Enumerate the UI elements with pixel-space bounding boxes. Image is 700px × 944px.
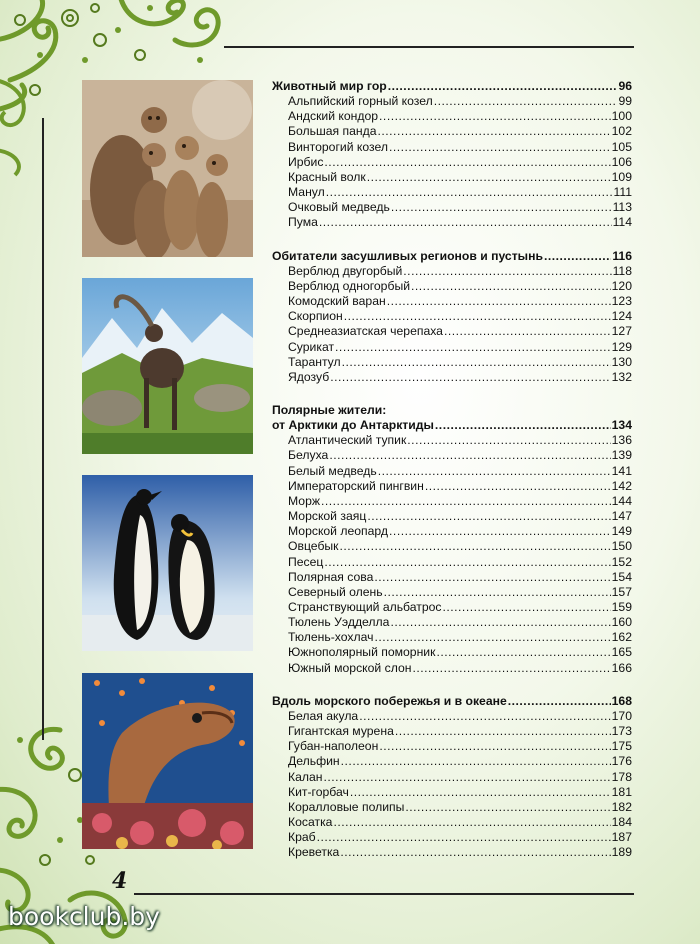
toc-entry-page: 176 bbox=[611, 754, 632, 769]
toc-entry-title: Южный морской слон bbox=[288, 660, 412, 675]
ibex-photo bbox=[82, 278, 253, 454]
toc-entry-page: 96 bbox=[618, 79, 632, 93]
moray-eel-photo bbox=[82, 673, 253, 849]
toc-entry-page: 147 bbox=[611, 509, 632, 524]
toc-section bbox=[272, 79, 632, 231]
dot-leader bbox=[321, 494, 611, 509]
toc-entry bbox=[272, 448, 632, 463]
toc-entry-title: Животный мир гор bbox=[272, 79, 387, 93]
toc-entry-page: 106 bbox=[611, 154, 632, 169]
dot-leader bbox=[395, 724, 611, 739]
toc-entry-title: Северный олень bbox=[288, 584, 383, 599]
toc-entry bbox=[272, 355, 632, 370]
penguins-photo bbox=[82, 475, 253, 651]
dot-leader bbox=[335, 340, 611, 355]
toc-entry bbox=[272, 215, 632, 230]
top-rule bbox=[224, 46, 634, 48]
toc-entry-page: 168 bbox=[611, 693, 632, 708]
toc-entry-page: 150 bbox=[611, 539, 632, 554]
toc-entry-title: Ирбис bbox=[288, 154, 324, 169]
toc-entry-title: Белуха bbox=[288, 448, 329, 463]
toc-entry bbox=[272, 509, 632, 524]
toc-entry-title: Овцебык bbox=[288, 539, 339, 554]
toc-entry bbox=[272, 754, 632, 769]
toc-entry-title: от Арктики до Антарктиды bbox=[272, 418, 434, 433]
toc-entry-page: 136 bbox=[611, 433, 632, 448]
dot-leader bbox=[374, 630, 610, 645]
toc-entry-page: 105 bbox=[611, 139, 632, 154]
dot-leader bbox=[378, 124, 611, 139]
toc-entry-page: 173 bbox=[611, 724, 632, 739]
dot-leader bbox=[389, 524, 611, 539]
toc-entry bbox=[272, 524, 632, 539]
toc-entry bbox=[272, 294, 632, 309]
toc-section bbox=[272, 249, 632, 385]
toc-entry-title: Морской заяц bbox=[288, 509, 367, 524]
toc-entry-title: Верблюд двугорбый bbox=[288, 263, 403, 278]
toc-entry bbox=[272, 170, 632, 185]
dot-leader bbox=[367, 509, 610, 524]
dot-leader bbox=[344, 309, 611, 324]
toc-entry bbox=[272, 109, 632, 124]
toc-entry-title: Винторогий козел bbox=[288, 139, 388, 154]
dot-leader bbox=[435, 418, 611, 433]
toc-entry-title: Тюлень Уэдделла bbox=[288, 615, 390, 630]
toc-entry-page: 157 bbox=[611, 584, 632, 599]
toc-entry-page: 109 bbox=[611, 169, 632, 184]
toc-section-heading bbox=[272, 79, 632, 94]
toc-section-heading bbox=[272, 249, 632, 264]
toc-entry-title: Кит-горбач bbox=[288, 784, 349, 799]
toc-entry-title: Красный волк bbox=[288, 169, 366, 184]
toc-entry-page: 124 bbox=[611, 309, 632, 324]
dot-leader bbox=[544, 249, 611, 264]
toc-entry-title: Атлантический тупик bbox=[288, 433, 407, 448]
toc-entry-title: Морской леопард bbox=[288, 524, 389, 539]
dot-leader bbox=[340, 845, 610, 860]
dot-leader bbox=[341, 754, 611, 769]
toc-entry-title: Странствующий альбатрос bbox=[288, 600, 442, 614]
dot-leader bbox=[444, 324, 611, 339]
toc-entry bbox=[272, 615, 632, 630]
toc-entry bbox=[272, 785, 632, 800]
dot-leader bbox=[342, 355, 611, 370]
toc-entry-title: Среднеазиатская черепаха bbox=[288, 324, 443, 339]
dot-leader bbox=[403, 264, 611, 279]
watermark: bookclub.by bbox=[8, 902, 160, 931]
toc-section-heading bbox=[272, 418, 632, 433]
dot-leader bbox=[333, 815, 610, 830]
dot-leader bbox=[329, 448, 610, 463]
toc-entry-page: 120 bbox=[611, 278, 632, 293]
dot-leader bbox=[340, 539, 611, 554]
toc-entry bbox=[272, 555, 632, 570]
toc-entry bbox=[272, 464, 632, 479]
toc-entry-page: 134 bbox=[611, 418, 632, 433]
toc-entry-page: 118 bbox=[612, 263, 632, 278]
toc-entry-title: Сурикат bbox=[288, 339, 335, 354]
toc-entry-page: 127 bbox=[611, 324, 632, 339]
toc-entry-title: Большая панда bbox=[288, 124, 377, 139]
toc-entry bbox=[272, 140, 632, 155]
toc-entry-page: 178 bbox=[611, 769, 632, 784]
dot-leader bbox=[436, 645, 610, 660]
toc-entry-page: 113 bbox=[612, 200, 632, 215]
toc-entry bbox=[272, 340, 632, 355]
dot-leader bbox=[434, 94, 618, 109]
dot-leader bbox=[324, 770, 611, 785]
toc-entry-title: Губан-наполеон bbox=[288, 739, 379, 754]
toc-entry-title: Краб bbox=[288, 830, 316, 845]
dot-leader bbox=[384, 585, 611, 600]
toc-entry-title: Коралловые полипы bbox=[288, 799, 405, 814]
toc-entry-title: Очковый медведь bbox=[288, 200, 390, 215]
dot-leader bbox=[388, 79, 618, 94]
toc-entry bbox=[272, 309, 632, 324]
toc-entry bbox=[272, 539, 632, 554]
dot-leader bbox=[389, 140, 611, 155]
toc-entry-page: 129 bbox=[611, 339, 632, 354]
toc-entry bbox=[272, 124, 632, 139]
table-of-contents bbox=[272, 79, 632, 861]
dot-leader bbox=[367, 170, 611, 185]
dot-leader bbox=[387, 294, 611, 309]
section-gap bbox=[272, 676, 632, 694]
toc-entry-page: 166 bbox=[611, 660, 632, 675]
dot-leader bbox=[359, 709, 610, 724]
toc-entry-title: Пума bbox=[288, 215, 318, 230]
toc-entry-title: Манул bbox=[288, 185, 325, 200]
toc-entry-title: Ядозуб bbox=[288, 369, 330, 384]
dot-leader bbox=[324, 555, 610, 570]
toc-entry-page: 149 bbox=[611, 524, 632, 539]
dot-leader bbox=[379, 739, 610, 754]
dot-leader bbox=[350, 785, 611, 800]
toc-entry-title: Белая акула bbox=[288, 708, 359, 723]
dot-leader bbox=[374, 570, 610, 585]
dot-leader bbox=[443, 600, 611, 615]
toc-entry-title: Комодский варан bbox=[288, 294, 386, 309]
toc-entry-page: 102 bbox=[611, 124, 632, 139]
toc-entry-page: 154 bbox=[611, 569, 632, 584]
toc-entry bbox=[272, 770, 632, 785]
dot-leader bbox=[390, 615, 610, 630]
toc-entry-title: Дельфин bbox=[288, 754, 340, 769]
toc-entry-page: 114 bbox=[612, 215, 632, 230]
left-frame-line bbox=[42, 118, 44, 740]
toc-entry-title: Вдоль морского побережья и в океане bbox=[272, 693, 507, 708]
toc-section bbox=[272, 403, 632, 676]
toc-entry-page: 175 bbox=[611, 739, 632, 754]
dot-leader bbox=[324, 155, 610, 170]
dot-leader bbox=[407, 433, 610, 448]
dot-leader bbox=[378, 464, 611, 479]
toc-entry-page: 142 bbox=[611, 478, 632, 493]
toc-entry bbox=[272, 600, 632, 615]
toc-entry bbox=[272, 645, 632, 660]
toc-entry-title: Альпийский горный козел bbox=[288, 94, 433, 109]
toc-entry-page: 123 bbox=[611, 294, 632, 309]
toc-entry-page: 130 bbox=[611, 354, 632, 369]
toc-entry-title: Тарантул bbox=[288, 354, 341, 369]
toc-entry bbox=[272, 185, 632, 200]
toc-entry bbox=[272, 200, 632, 215]
toc-entry-title: Верблюд одногорбый bbox=[288, 278, 411, 293]
dot-leader bbox=[508, 694, 611, 709]
toc-entry-title: Андский кондор bbox=[288, 109, 379, 124]
toc-entry-page: 111 bbox=[613, 185, 632, 200]
toc-entry-title: Полярная сова bbox=[288, 569, 374, 584]
toc-entry-title: Тюлень-хохлач bbox=[288, 630, 374, 645]
dot-leader bbox=[411, 279, 611, 294]
dot-leader bbox=[319, 215, 612, 230]
toc-entry bbox=[272, 661, 632, 676]
dot-leader bbox=[330, 370, 610, 385]
toc-entry-page: 187 bbox=[611, 830, 632, 845]
dot-leader bbox=[317, 830, 611, 845]
toc-entry-page: 165 bbox=[611, 645, 632, 660]
swirl-ornament-left bbox=[0, 60, 70, 180]
toc-entry-page: 184 bbox=[611, 815, 632, 830]
toc-entry bbox=[272, 279, 632, 294]
toc-entry-page: 144 bbox=[611, 493, 632, 508]
toc-entry-page: 189 bbox=[611, 845, 632, 860]
toc-entry-title: Гигантская мурена bbox=[288, 724, 394, 739]
toc-entry bbox=[272, 433, 632, 448]
toc-entry bbox=[272, 370, 632, 385]
toc-section-heading bbox=[272, 694, 632, 709]
toc-entry-page: 160 bbox=[611, 615, 632, 630]
toc-entry-title: Обитатели засушливых регионов и пустынь bbox=[272, 248, 543, 263]
toc-entry-page: 181 bbox=[611, 784, 632, 799]
dot-leader bbox=[412, 661, 610, 676]
toc-entry-title: Императорский пингвин bbox=[288, 478, 424, 493]
section-gap bbox=[272, 385, 632, 403]
bottom-rule bbox=[134, 893, 634, 895]
toc-entry bbox=[272, 709, 632, 724]
toc-section bbox=[272, 694, 632, 861]
toc-entry-page: 162 bbox=[611, 630, 632, 645]
toc-entry-page: 141 bbox=[611, 463, 632, 478]
toc-entry bbox=[272, 570, 632, 585]
toc-entry bbox=[272, 155, 632, 170]
toc-entry-title: Белый медведь bbox=[288, 463, 377, 478]
toc-entry bbox=[272, 94, 632, 109]
toc-entry bbox=[272, 739, 632, 754]
toc-entry-page: 132 bbox=[611, 369, 632, 384]
toc-entry-title: Южнополярный поморник bbox=[288, 645, 436, 660]
toc-entry-page: 116 bbox=[612, 248, 632, 263]
toc-entry-title: Скорпион bbox=[288, 309, 343, 324]
toc-entry-page: 100 bbox=[611, 109, 632, 124]
dot-leader bbox=[391, 200, 612, 215]
dot-leader bbox=[425, 479, 611, 494]
toc-entry-page: 159 bbox=[611, 600, 632, 614]
toc-entry bbox=[272, 630, 632, 645]
toc-entry-page: 170 bbox=[611, 708, 632, 723]
toc-entry-title: Морж bbox=[288, 493, 320, 508]
toc-entry bbox=[272, 800, 632, 815]
toc-entry bbox=[272, 845, 632, 860]
toc-entry-page: 182 bbox=[611, 799, 632, 814]
toc-entry bbox=[272, 830, 632, 845]
dot-leader bbox=[405, 800, 610, 815]
toc-entry-page: 99 bbox=[618, 94, 632, 109]
dot-leader bbox=[379, 109, 611, 124]
toc-entry-page: 139 bbox=[611, 448, 632, 463]
toc-section-title-line: Полярные жители: bbox=[272, 402, 387, 417]
toc-entry bbox=[272, 494, 632, 509]
page-number: 4 bbox=[112, 868, 128, 894]
toc-entry bbox=[272, 264, 632, 279]
toc-entry-title: Песец bbox=[288, 554, 324, 569]
dot-leader bbox=[326, 185, 613, 200]
toc-entry bbox=[272, 585, 632, 600]
meerkats-photo bbox=[82, 80, 253, 257]
toc-entry bbox=[272, 724, 632, 739]
toc-entry-page: 152 bbox=[611, 554, 632, 569]
toc-entry-title: Креветка bbox=[288, 845, 340, 860]
section-gap bbox=[272, 231, 632, 249]
toc-entry bbox=[272, 815, 632, 830]
toc-entry-title: Калан bbox=[288, 769, 323, 784]
toc-entry bbox=[272, 479, 632, 494]
toc-entry-title: Косатка bbox=[288, 815, 333, 830]
toc-entry bbox=[272, 324, 632, 339]
